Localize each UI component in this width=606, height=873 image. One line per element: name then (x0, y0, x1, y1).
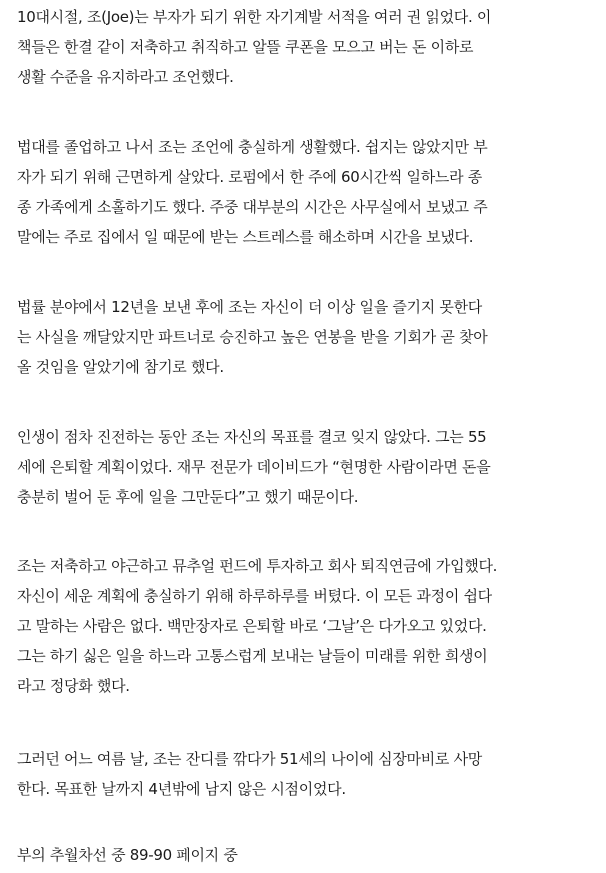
text-line: 올 것임을 알았기에 참기로 했다. (17, 358, 224, 376)
text-line: 조는 저축하고 야근하고 뮤추얼 펀드에 투자하고 회사 퇴직연금에 가입했다. (17, 557, 498, 575)
text-line: 법률 분야에서 12년을 보낸 후에 조는 자신이 더 이상 일을 즐기지 못한다 (17, 298, 482, 316)
text-line: 그러던 어느 여름 날, 조는 잔디를 깎다가 51세의 나이에 심장마비로 사망 (17, 750, 482, 768)
text-line: 인생이 점차 진전하는 동안 조는 자신의 목표를 결코 잊지 않았다. 그는 55 (17, 428, 487, 446)
source-text: 부의 추월차선 중 89-90 페이지 중 (17, 846, 238, 864)
text-line: 라고 정당화 했다. (17, 677, 130, 695)
text-line: 말에는 주로 집에서 일 때문에 받는 스트레스를 해소하며 시간을 보냈다. (17, 228, 474, 246)
text-line: 책들은 한결 같이 저축하고 취직하고 알뜰 쿠폰을 모으고 버는 돈 이하로 (17, 38, 474, 56)
text-line: 그는 하기 싫은 일을 하느라 고통스럽게 보내는 날들이 미래를 위한 희생이 (17, 647, 488, 665)
text-line: 한다. 목표한 날까지 4년밖에 남지 않은 시점이었다. (17, 780, 346, 798)
text-line: 생활 수준을 유지하라고 조언했다. (17, 68, 234, 86)
source-citation (17, 840, 238, 870)
paragraph-6 (17, 744, 482, 804)
text-line: 충분히 벌어 둔 후에 일을 그만둔다”고 했기 때문이다. (17, 488, 359, 506)
paragraph-1 (17, 2, 491, 92)
paragraph-2 (17, 132, 487, 252)
text-line: 세에 은퇴할 계획이었다. 재무 전문가 데이비드가 “현명한 사람이라면 돈을 (17, 458, 491, 476)
text-line: 종 가족에게 소홀하기도 했다. 주중 대부분의 시간은 사무실에서 보냈고 주 (17, 198, 488, 216)
paragraph-3 (17, 292, 487, 382)
text-line: 10대시절, 조(Joe)는 부자가 되기 위한 자기계발 서적을 여러 권 읽었다. 이 (17, 8, 492, 26)
text-line: 자가 되기 위해 근면하게 살았다. 로펌에서 한 주에 60시간씩 일하느라 종 (17, 168, 482, 186)
text-line: 는 사실을 깨달았지만 파트너로 승진하고 높은 연봉을 받을 기회가 곧 찾아 (17, 328, 488, 346)
paragraph-4 (17, 422, 490, 512)
text-line: 자신이 세운 계획에 충실하기 위해 하루하루를 버텼다. 이 모든 과정이 쉽다 (17, 587, 492, 605)
text-line: 법대를 졸업하고 나서 조는 조언에 충실하게 생활했다. 쉽지는 않았지만 부 (17, 138, 488, 156)
paragraph-5 (17, 551, 497, 701)
text-line: 고 말하는 사람은 없다. 백만장자로 은퇴할 바로 ‘그날’은 다가오고 있었다. (17, 617, 487, 635)
